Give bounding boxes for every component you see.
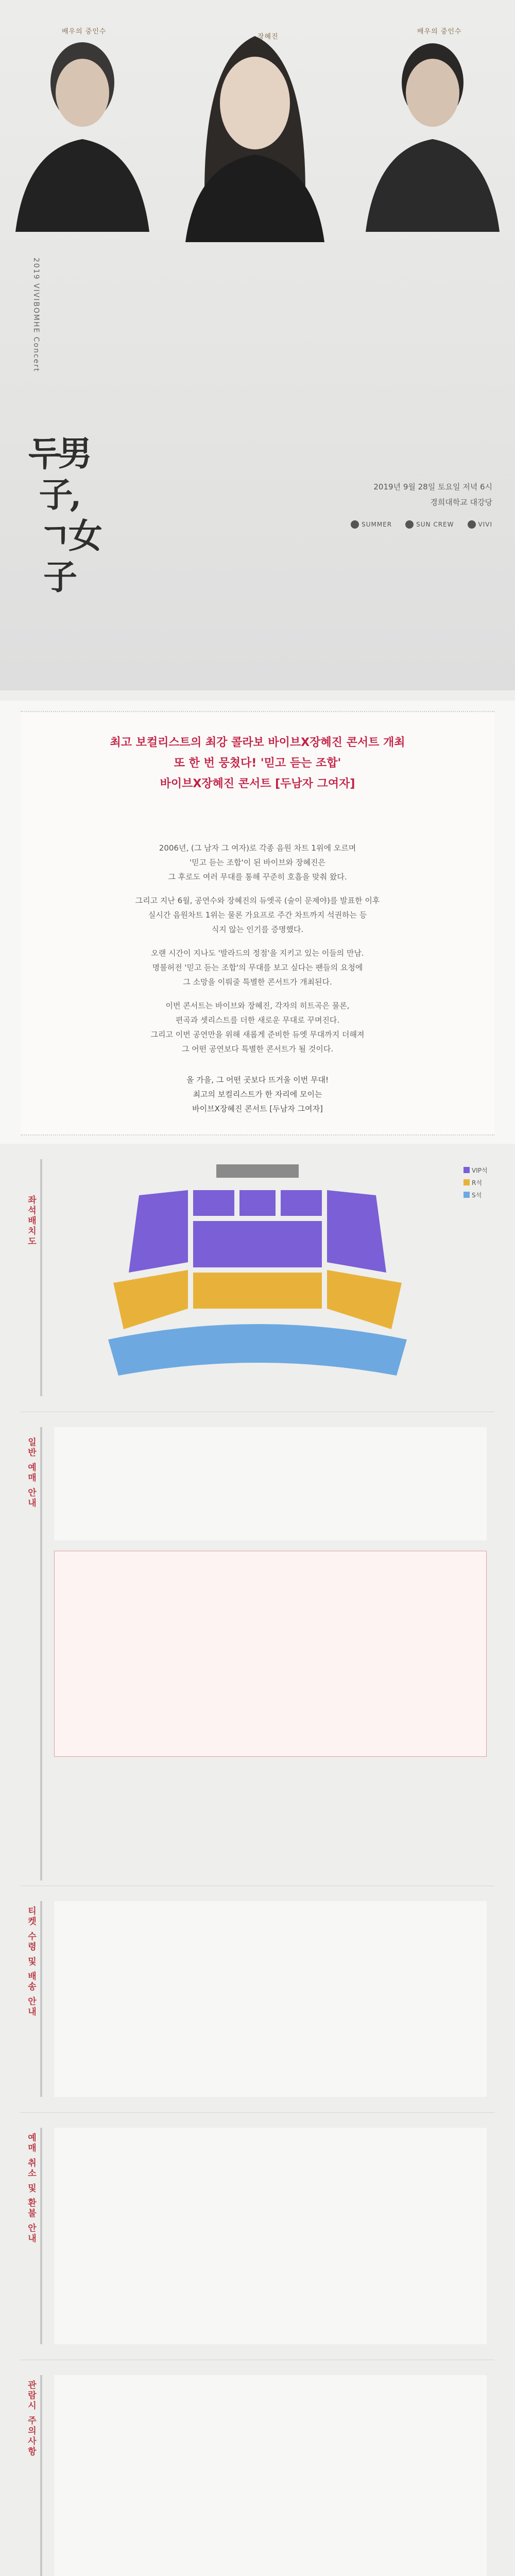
- event-date: 2019년 9월 28일 토요일 저녁 6시: [373, 482, 492, 492]
- cancel-text-block: [54, 2128, 487, 2344]
- section-rule: [40, 1901, 42, 2097]
- portrait-left: [5, 10, 160, 232]
- section-rule: [40, 2128, 42, 2344]
- poster-title: [18, 433, 100, 598]
- sponsor-name: SUMMER: [362, 521, 392, 528]
- label-ticket-notice: 티켓 수령 및 배송 안내: [26, 1906, 36, 2018]
- portrait-center: [154, 0, 355, 242]
- swatch-icon: [464, 1179, 470, 1185]
- intro-paragraph: 그리고 지난 6월, 공연수와 장혜진의 듀엣곡 (술이 문제야)를 발표한 이후 실시간 음원차트 1위는 물론 가요프로 주간 차트까지 석권하는 등 식지 않는 인기를 증명했다.: [135, 896, 380, 934]
- label-caution: 관람시 주의사항: [26, 2380, 36, 2457]
- legend-label: VIP석: [472, 1167, 488, 1174]
- swatch-icon: [464, 1167, 470, 1173]
- legend-label: R석: [472, 1179, 482, 1187]
- cast-left-name: 배우의 중인수: [62, 28, 107, 36]
- legend-item: [464, 1189, 488, 1201]
- section-rule: [40, 1427, 42, 1880]
- intro-section: [0, 701, 515, 1144]
- poster-title-line1: 두男子,: [28, 433, 89, 515]
- stage: [216, 1164, 299, 1178]
- intro-box: [21, 711, 494, 1136]
- poster-title-line2: ㄱ女子: [39, 516, 99, 597]
- label-cancel: 예매 취소 및 환불 안내: [26, 2133, 36, 2244]
- sponsor-name: SUN CREW: [416, 521, 454, 528]
- intro-paragraph: 오랜 시간이 지나도 '발라드의 정점'을 지키고 있는 이들의 만남. 명불허전 '믿고 듣는 조합'의 무대를 보고 싶다는 팬들의 요청에 그 소망을 이뤄줄 특별한 콘서트가 개최된다.: [151, 948, 364, 987]
- cast-center-name: 장혜진: [258, 33, 279, 41]
- section-rule: [40, 1159, 42, 1396]
- ticket-text-block: [54, 1901, 487, 2097]
- vertical-tag: 2019 VIVIBOMHE Concert: [32, 258, 40, 372]
- seat-map: [62, 1159, 453, 1396]
- event-info: [373, 479, 492, 510]
- warning-box: [54, 1551, 487, 1757]
- sponsor-name: VIVI: [478, 521, 492, 528]
- intro-body: [67, 841, 448, 1065]
- sponsor-logo: [405, 520, 454, 529]
- hero-poster: [0, 0, 515, 690]
- notice-text-block: [54, 1427, 487, 1540]
- sponsor-mark-icon: [405, 520, 414, 529]
- cast-right-name: 배우의 중인수: [417, 28, 462, 36]
- legend-item: [464, 1164, 488, 1177]
- sponsor-logo: [351, 520, 392, 529]
- sponsor-mark-icon: [351, 520, 359, 529]
- label-notice: 일반 예매 안내: [26, 1437, 36, 1509]
- legend-label: S석: [472, 1192, 482, 1199]
- event-venue: 경희대학교 대강당: [430, 498, 492, 507]
- sponsor-mark-icon: [468, 520, 476, 529]
- divider: [21, 2112, 494, 2113]
- intro-headline: 최고 보컬리스트의 최강 콜라보 바이브X장혜진 콘서트 개최 또 한 번 뭉쳤다! '믿고 듣는 조합' 바이브X장혜진 콘서트 [두남자 그여자]: [110, 736, 405, 790]
- swatch-icon: [464, 1192, 470, 1198]
- intro-paragraph: 2006년, (그 남자 그 여자)로 각종 음원 차트 1위에 오르며 '믿고 듣는 조합'이 된 바이브와 장혜진은 그 후로도 여러 무대를 통해 꾸준히 호흡을 맞춰 왔다.: [159, 843, 356, 882]
- portrait-right: [355, 10, 510, 232]
- seat-legend: [464, 1164, 488, 1201]
- intro-closing: 올 가을, 그 어떤 곳보다 뜨거울 이번 무대! 최고의 보컬리스트가 한 자리에 모이는 바이브X장혜진 콘서트 [두남자 그여자]: [186, 1075, 329, 1113]
- sponsor-logo: [468, 520, 493, 529]
- sponsor-logos: [351, 520, 492, 529]
- legend-item: [464, 1177, 488, 1189]
- label-seating: 좌석배치도: [26, 1195, 36, 1247]
- intro-paragraph: 이번 콘서트는 바이브와 장혜진, 각자의 히트곡은 물론, 편곡과 셋리스트를 더한 새로운 무대로 꾸며진다. 그리고 이번 공연만을 위해 새롭게 준비한 듀엣 무대까지 더해져 그 어떤 공연보다 특별한 콘서트가 될 것이다.: [150, 1001, 365, 1054]
- caution-text-block: [54, 2375, 487, 2576]
- section-rule: [40, 2375, 42, 2576]
